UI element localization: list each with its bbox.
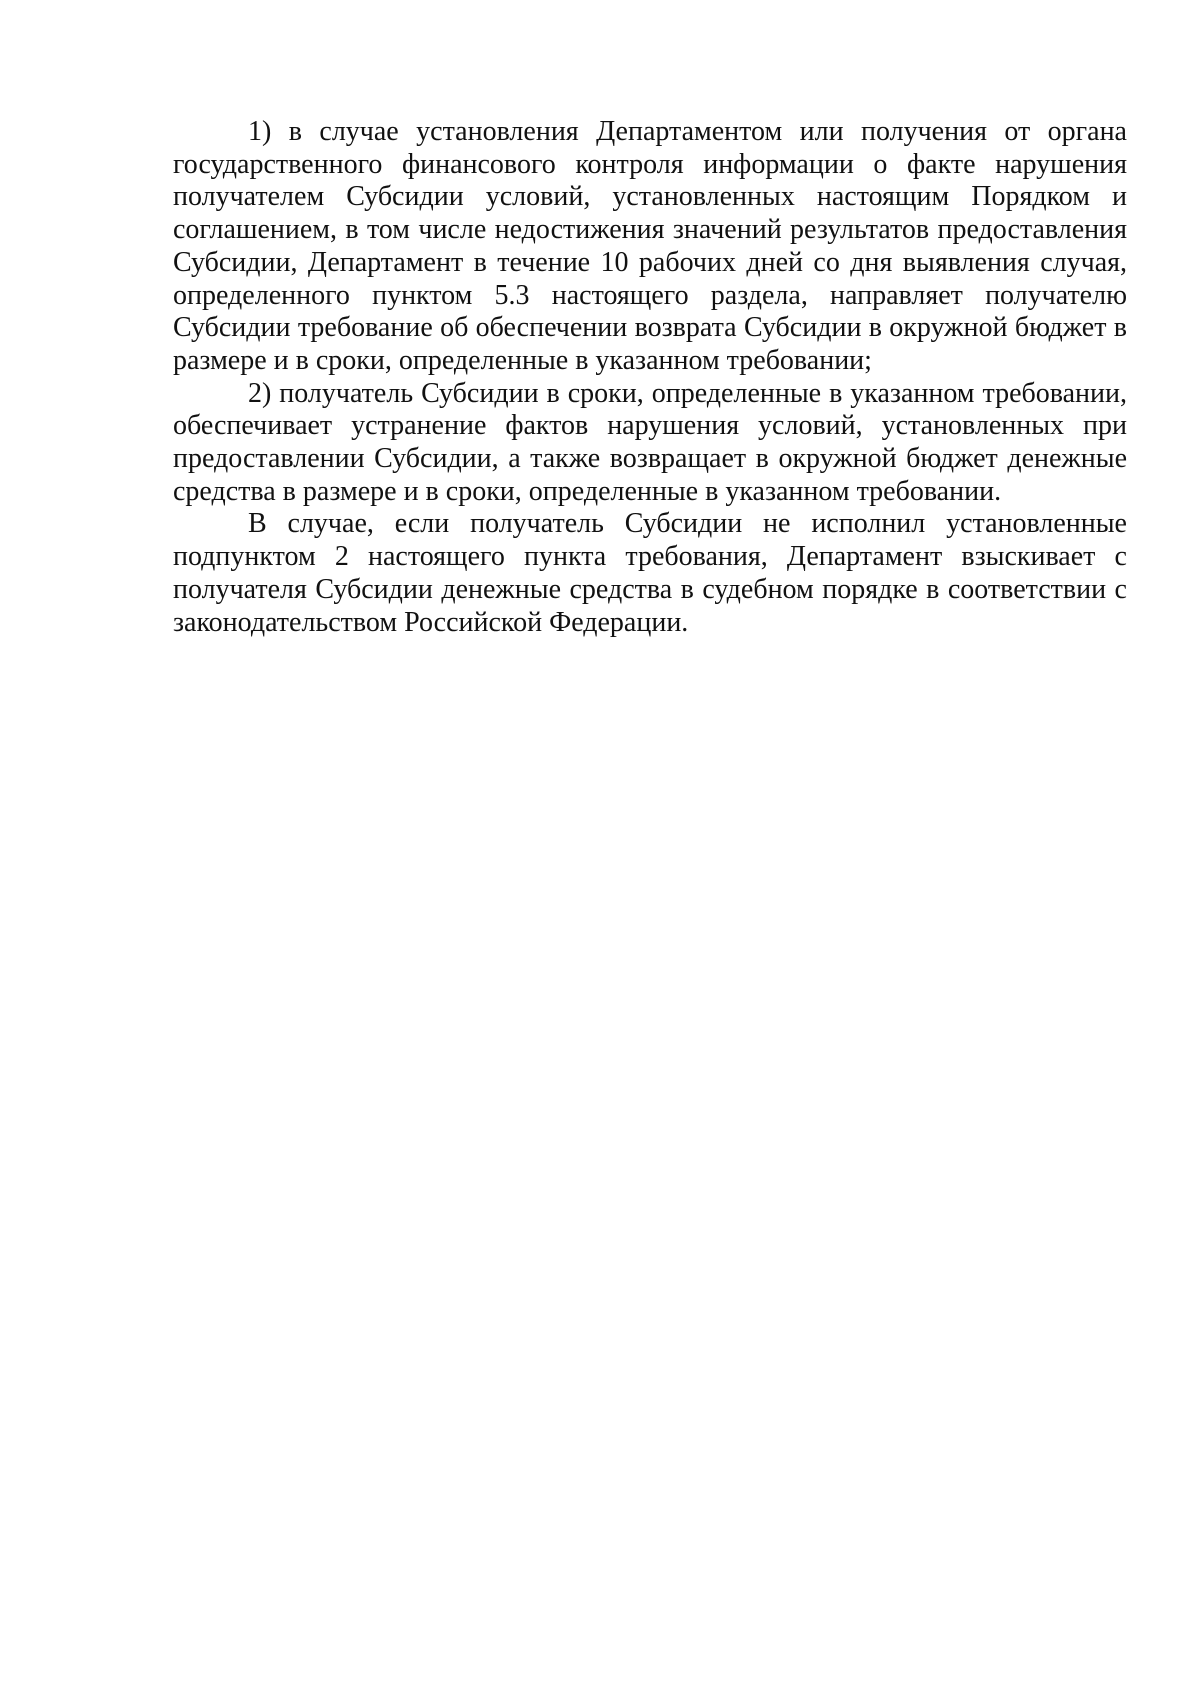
paragraph-item-2: 2) получатель Субсидии в сроки, определенные в указанном требовании, обеспечивает устранение фактов нарушения условий, установленных при предоставлении Субсидии, а также возвращает в окружной бюджет денежные средства в размере и в сроки, определенные в указанном требовании. bbox=[173, 377, 1127, 507]
paragraph-item-1: 1) в случае установления Департаментом или получения от органа государственного финансового контроля информации о факте нарушения получателем Субсидии условий, установленных настоящим Порядком и соглашением, в том числе недостижения значений результатов предоставления Субсидии, Департамент в течение 10 рабочих дней со дня выявления случая, определенного пунктом 5.3 настоящего раздела, направляет получателю Субсидии требование об обеспечении возврата Субсидии в окружной бюджет в размере и в сроки, определенные в указанном требовании; bbox=[173, 116, 1127, 376]
document-body bbox=[173, 116, 1127, 639]
paragraph-recovery: В случае, если получатель Субсидии не исполнил установленные подпунктом 2 настоящего пункта требования, Департамент взыскивает с получателя Субсидии денежные средства в судебном порядке в соответствии с законодательством Российской Федерации. bbox=[173, 508, 1127, 638]
